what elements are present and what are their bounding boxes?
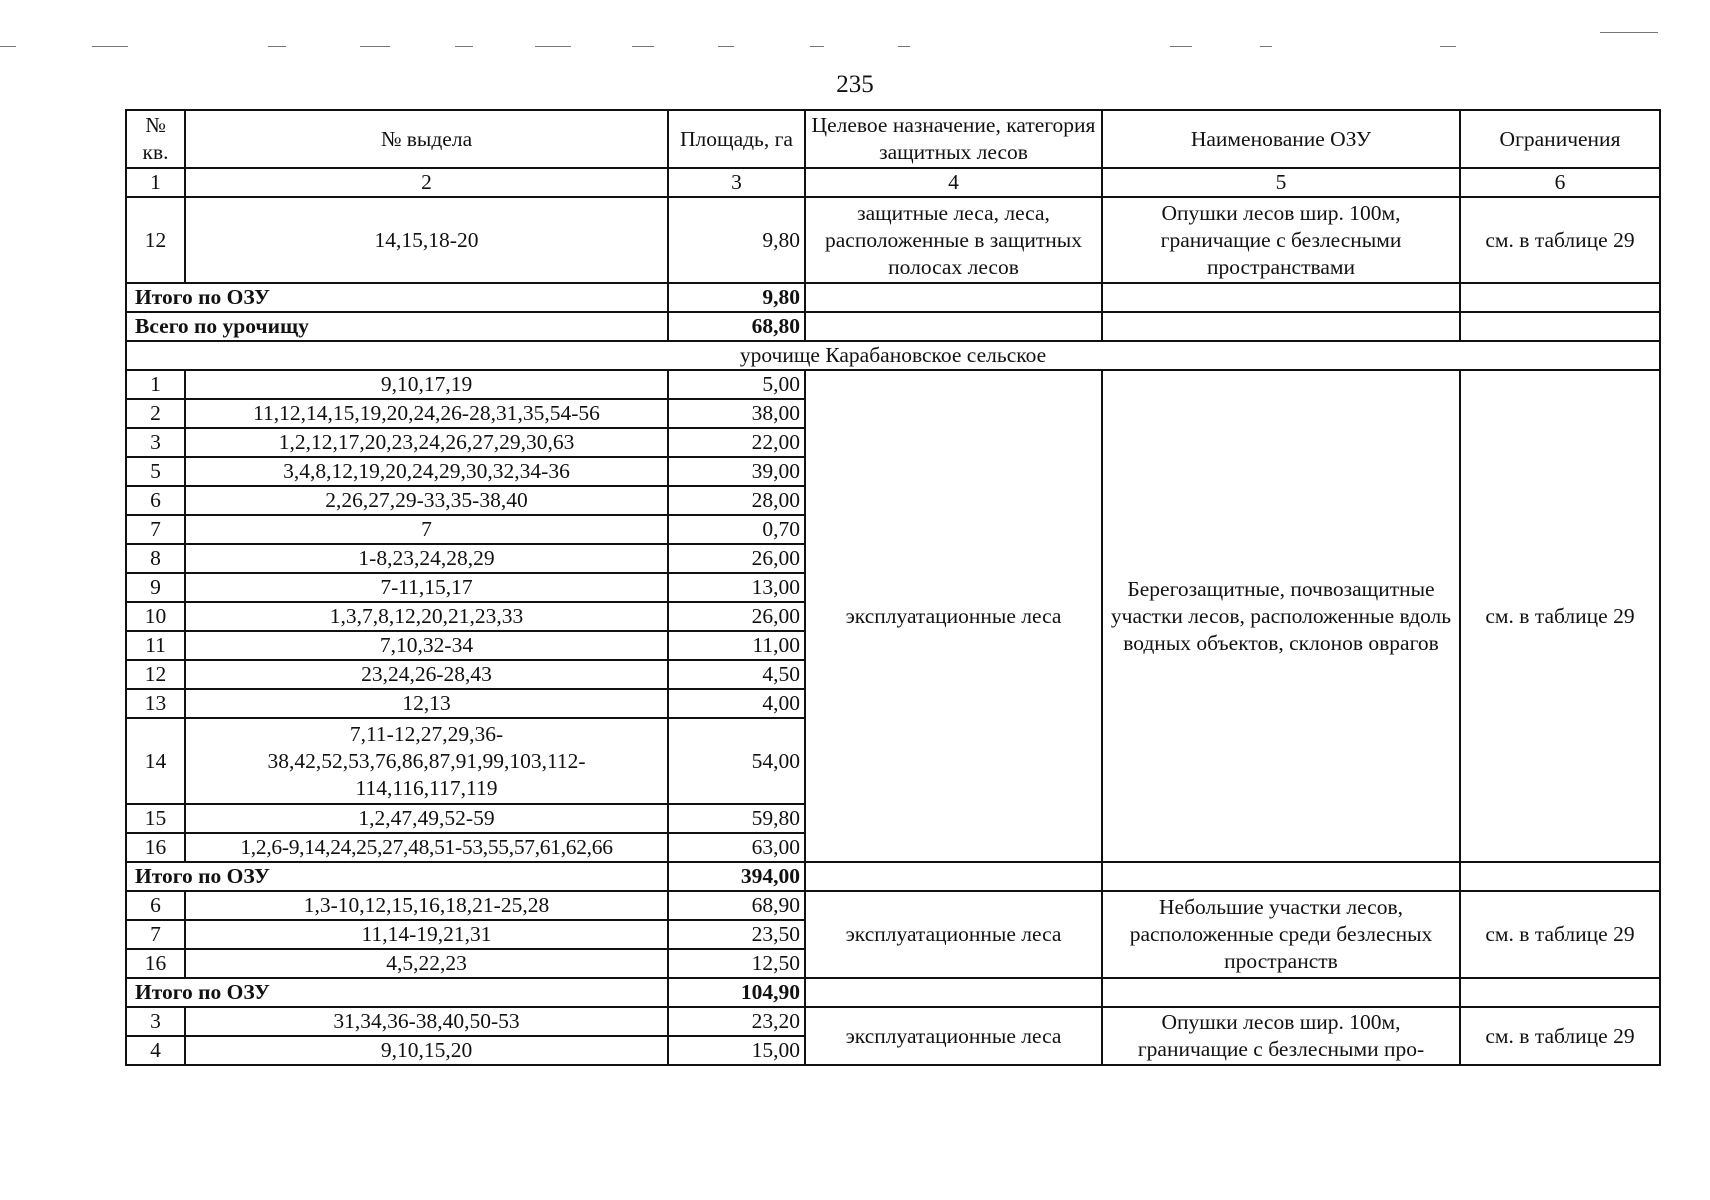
table-row bbox=[126, 891, 1660, 920]
table-row bbox=[126, 370, 1660, 399]
kv-cell: 8 bbox=[126, 544, 185, 573]
vydel-cell: 9,10,15,20 bbox=[185, 1036, 668, 1065]
tract-total-row bbox=[126, 312, 1660, 341]
ozu-cell: Опушки лесов шир. 100м, граничащие с безлесными пространствами bbox=[1102, 197, 1460, 283]
ozu-table bbox=[125, 109, 1661, 1066]
area-cell: 38,00 bbox=[668, 399, 805, 428]
area-cell: 23,50 bbox=[668, 920, 805, 949]
area-cell: 0,70 bbox=[668, 515, 805, 544]
section-title: урочище Карабановское сельское bbox=[126, 341, 1660, 370]
column-number: 5 bbox=[1102, 168, 1460, 197]
kv-cell: 12 bbox=[126, 197, 185, 283]
area-cell: 11,00 bbox=[668, 631, 805, 660]
column-number: 3 bbox=[668, 168, 805, 197]
total-label: Итого по ОЗУ bbox=[126, 283, 668, 312]
vydel-cell: 3,4,8,12,19,20,24,29,30,32,34-36 bbox=[185, 457, 668, 486]
area-cell: 22,00 bbox=[668, 428, 805, 457]
vydel-cell: 11,14-19,21,31 bbox=[185, 920, 668, 949]
area-cell: 13,00 bbox=[668, 573, 805, 602]
area-cell: 9,80 bbox=[668, 197, 805, 283]
vydel-cell: 1-8,23,24,28,29 bbox=[185, 544, 668, 573]
vydel-cell: 1,3,7,8,12,20,21,23,33 bbox=[185, 602, 668, 631]
area-cell: 15,00 bbox=[668, 1036, 805, 1065]
area-cell: 59,80 bbox=[668, 804, 805, 833]
vydel-cell: 12,13 bbox=[185, 689, 668, 718]
ozu-cell: Опушки лесов шир. 100м, граничащие с безлесными про- bbox=[1102, 1007, 1460, 1065]
scan-artifacts bbox=[0, 36, 1710, 56]
area-cell: 23,20 bbox=[668, 1007, 805, 1036]
vydel-cell: 11,12,14,15,19,20,24,26-28,31,35,54-56 bbox=[185, 399, 668, 428]
vydel-cell: 14,15,18-20 bbox=[185, 197, 668, 283]
vydel-cell: 7,11-12,27,29,36-38,42,52,53,76,86,87,91,99,103,112-114,116,117,119 bbox=[185, 718, 668, 804]
area-cell: 63,00 bbox=[668, 833, 805, 862]
area-cell: 5,00 bbox=[668, 370, 805, 399]
page-number: 235 bbox=[836, 71, 874, 98]
kv-cell: 12 bbox=[126, 660, 185, 689]
column-number: 1 bbox=[126, 168, 185, 197]
area-cell: 4,00 bbox=[668, 689, 805, 718]
area-cell: 26,00 bbox=[668, 544, 805, 573]
header-ozu: Наименование ОЗУ bbox=[1102, 110, 1460, 168]
area-cell: 28,00 bbox=[668, 486, 805, 515]
total-row bbox=[126, 283, 1660, 312]
total-value: 394,00 bbox=[668, 862, 805, 891]
vydel-cell: 1,2,12,17,20,23,24,26,27,29,30,63 bbox=[185, 428, 668, 457]
area-cell: 39,00 bbox=[668, 457, 805, 486]
table-header bbox=[126, 110, 1660, 168]
total-label: Итого по ОЗУ bbox=[126, 862, 668, 891]
kv-cell: 14 bbox=[126, 718, 185, 804]
vydel-cell: 1,3-10,12,15,16,18,21-25,28 bbox=[185, 891, 668, 920]
kv-cell: 7 bbox=[126, 515, 185, 544]
vydel-cell: 9,10,17,19 bbox=[185, 370, 668, 399]
restriction-cell: см. в таблице 29 bbox=[1460, 197, 1660, 283]
column-number: 2 bbox=[185, 168, 668, 197]
purpose-cell: эксплуатационные леса bbox=[805, 1007, 1102, 1065]
kv-cell: 16 bbox=[126, 833, 185, 862]
purpose-cell: защитные леса, леса, расположенные в защитных полосах лесов bbox=[805, 197, 1102, 283]
kv-cell: 3 bbox=[126, 428, 185, 457]
column-numbers-row bbox=[126, 168, 1660, 197]
header-vydel: № выдела bbox=[185, 110, 668, 168]
header-purpose: Целевое назначение, категория защитных лесов bbox=[805, 110, 1102, 168]
restriction-cell: см. в таблице 29 bbox=[1460, 1007, 1660, 1065]
tract-total-value: 68,80 bbox=[668, 312, 805, 341]
area-cell: 4,50 bbox=[668, 660, 805, 689]
kv-cell: 2 bbox=[126, 399, 185, 428]
area-cell: 12,50 bbox=[668, 949, 805, 978]
vydel-cell: 23,24,26-28,43 bbox=[185, 660, 668, 689]
area-cell: 26,00 bbox=[668, 602, 805, 631]
kv-cell: 15 bbox=[126, 804, 185, 833]
vydel-cell: 7 bbox=[185, 515, 668, 544]
kv-cell: 1 bbox=[126, 370, 185, 399]
tract-total-label: Всего по урочищу bbox=[126, 312, 668, 341]
kv-cell: 6 bbox=[126, 891, 185, 920]
total-label: Итого по ОЗУ bbox=[126, 978, 668, 1007]
vydel-cell: 7,10,32-34 bbox=[185, 631, 668, 660]
ozu-cell: Небольшие участки лесов, расположенные среди безлесных пространств bbox=[1102, 891, 1460, 978]
ozu-cell: Берегозащитные, почвозащитные участки лесов, расположенные вдоль водных объектов, склонов оврагов bbox=[1102, 370, 1460, 862]
table-row bbox=[126, 1007, 1660, 1036]
column-number: 4 bbox=[805, 168, 1102, 197]
header-restrictions: Ограничения bbox=[1460, 110, 1660, 168]
kv-cell: 13 bbox=[126, 689, 185, 718]
column-number: 6 bbox=[1460, 168, 1660, 197]
vydel-cell: 2,26,27,29-33,35-38,40 bbox=[185, 486, 668, 515]
table-row bbox=[126, 197, 1660, 283]
kv-cell: 7 bbox=[126, 920, 185, 949]
header-area: Площадь, га bbox=[668, 110, 805, 168]
area-cell: 68,90 bbox=[668, 891, 805, 920]
purpose-cell: эксплуатационные леса bbox=[805, 370, 1102, 862]
total-row bbox=[126, 978, 1660, 1007]
vydel-cell: 31,34,36-38,40,50-53 bbox=[185, 1007, 668, 1036]
restriction-cell: см. в таблице 29 bbox=[1460, 370, 1660, 862]
purpose-cell: эксплуатационные леса bbox=[805, 891, 1102, 978]
total-value: 9,80 bbox=[668, 283, 805, 312]
kv-cell: 6 bbox=[126, 486, 185, 515]
kv-cell: 10 bbox=[126, 602, 185, 631]
kv-cell: 3 bbox=[126, 1007, 185, 1036]
kv-cell: 16 bbox=[126, 949, 185, 978]
kv-cell: 5 bbox=[126, 457, 185, 486]
vydel-cell: 1,2,47,49,52-59 bbox=[185, 804, 668, 833]
total-row bbox=[126, 862, 1660, 891]
vydel-cell: 1,2,6-9,14,24,25,27,48,51-53,55,57,61,62,66 bbox=[185, 833, 668, 862]
kv-cell: 11 bbox=[126, 631, 185, 660]
area-cell: 54,00 bbox=[668, 718, 805, 804]
section-row bbox=[126, 341, 1660, 370]
vydel-cell: 4,5,22,23 bbox=[185, 949, 668, 978]
restriction-cell: см. в таблице 29 bbox=[1460, 891, 1660, 978]
kv-cell: 4 bbox=[126, 1036, 185, 1065]
total-value: 104,90 bbox=[668, 978, 805, 1007]
header-kv: № кв. bbox=[126, 110, 185, 168]
kv-cell: 9 bbox=[126, 573, 185, 602]
vydel-cell: 7-11,15,17 bbox=[185, 573, 668, 602]
